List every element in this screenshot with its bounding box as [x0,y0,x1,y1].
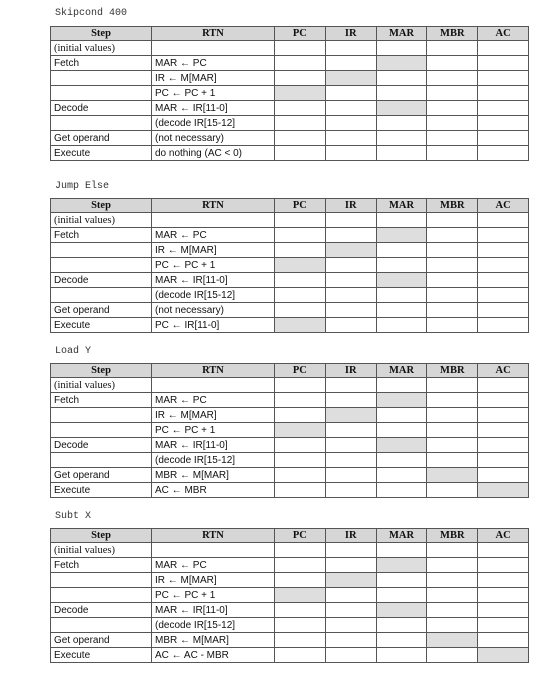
register-cell-ac[interactable] [478,71,529,86]
step-cell: (initial values) [51,213,152,228]
rtn-cell: PC ← PC + 1 [152,86,275,101]
register-cell-ac[interactable] [478,303,529,318]
table-row [51,86,529,101]
register-cell-ac[interactable] [478,101,529,116]
step-cell: Execute [51,318,152,333]
rtn-cell [152,378,275,393]
register-cell-mar[interactable] [376,56,427,71]
rtn-table [50,363,529,498]
table-row [51,146,529,161]
register-cell-ac[interactable] [478,423,529,438]
register-cell-pc[interactable] [275,288,326,303]
table-row [51,258,529,273]
step-cell [51,423,152,438]
register-cell-mbr[interactable] [427,453,478,468]
table-row [51,228,529,243]
register-cell-ac[interactable] [478,603,529,618]
header-row [51,364,529,378]
register-cell-pc[interactable] [275,378,326,393]
register-cell-pc[interactable] [275,213,326,228]
register-cell-ac[interactable] [478,243,529,258]
register-cell-mar[interactable] [376,393,427,408]
rtn-cell: PC ← IR[11-0] [152,318,275,333]
register-cell-ir[interactable] [325,228,376,243]
register-cell-pc[interactable] [275,318,326,333]
step-cell [51,288,152,303]
table-row [51,288,529,303]
step-cell [51,573,152,588]
column-header-pc: PC [275,529,326,543]
column-header-step: Step [51,529,152,543]
rtn-cell: MAR ← IR[11-0] [152,273,275,288]
register-cell-mar[interactable] [376,588,427,603]
step-cell: Fetch [51,393,152,408]
rtn-cell: (decode IR[15-12] [152,116,275,131]
register-cell-ac[interactable] [478,378,529,393]
register-cell-mbr[interactable] [427,648,478,663]
register-cell-ac[interactable] [478,131,529,146]
register-cell-mar[interactable] [376,318,427,333]
step-cell: (initial values) [51,378,152,393]
column-header-mar: MAR [376,199,427,213]
register-cell-pc[interactable] [275,543,326,558]
register-cell-ir[interactable] [325,56,376,71]
register-cell-ir[interactable] [325,131,376,146]
header-row [51,529,529,543]
step-cell: Get operand [51,633,152,648]
register-cell-mbr[interactable] [427,423,478,438]
rtn-cell: (decode IR[15-12] [152,288,275,303]
register-cell-mbr[interactable] [427,573,478,588]
register-cell-pc[interactable] [275,228,326,243]
register-cell-mbr[interactable] [427,146,478,161]
step-cell: Decode [51,273,152,288]
column-header-ac: AC [478,364,529,378]
register-cell-ac[interactable] [478,393,529,408]
register-cell-ac[interactable] [478,258,529,273]
register-cell-ac[interactable] [478,453,529,468]
register-cell-mar[interactable] [376,131,427,146]
table-row [51,378,529,393]
register-cell-mar[interactable] [376,543,427,558]
register-cell-ac[interactable] [478,558,529,573]
rtn-cell: MAR ← IR[11-0] [152,603,275,618]
rtn-cell: IR ← M[MAR] [152,408,275,423]
register-cell-mar[interactable] [376,483,427,498]
rtn-cell: MAR ← PC [152,228,275,243]
register-cell-ir[interactable] [325,543,376,558]
column-header-pc: PC [275,364,326,378]
register-cell-mar[interactable] [376,213,427,228]
register-cell-mbr[interactable] [427,558,478,573]
register-cell-ir[interactable] [325,146,376,161]
register-cell-pc[interactable] [275,71,326,86]
rtn-table [50,26,529,161]
register-cell-pc[interactable] [275,453,326,468]
step-cell [51,86,152,101]
rtn-cell: (decode IR[15-12] [152,618,275,633]
table-row [51,56,529,71]
step-cell: Decode [51,101,152,116]
step-cell: Get operand [51,131,152,146]
register-cell-mar[interactable] [376,116,427,131]
register-cell-pc[interactable] [275,468,326,483]
table-row [51,131,529,146]
register-cell-mbr[interactable] [427,303,478,318]
rtn-cell: AC ← AC - MBR [152,648,275,663]
register-cell-mar[interactable] [376,633,427,648]
column-header-rtn: RTN [152,364,275,378]
register-cell-ir[interactable] [325,258,376,273]
table-row [51,273,529,288]
register-cell-mar[interactable] [376,228,427,243]
register-cell-pc[interactable] [275,588,326,603]
register-cell-mbr[interactable] [427,243,478,258]
rtn-cell: IR ← M[MAR] [152,71,275,86]
register-cell-pc[interactable] [275,116,326,131]
register-cell-mbr[interactable] [427,633,478,648]
register-cell-mar[interactable] [376,648,427,663]
register-cell-mar[interactable] [376,243,427,258]
register-cell-ac[interactable] [478,648,529,663]
column-header-rtn: RTN [152,27,275,41]
register-cell-ir[interactable] [325,41,376,56]
register-cell-mbr[interactable] [427,228,478,243]
rtn-cell: AC ← MBR [152,483,275,498]
column-header-ir: IR [325,199,376,213]
column-header-ac: AC [478,199,529,213]
register-cell-ac[interactable] [478,86,529,101]
register-cell-pc[interactable] [275,573,326,588]
register-cell-pc[interactable] [275,303,326,318]
rtn-cell: IR ← M[MAR] [152,243,275,258]
register-cell-ir[interactable] [325,453,376,468]
register-cell-mar[interactable] [376,618,427,633]
register-cell-mar[interactable] [376,273,427,288]
register-cell-mar[interactable] [376,303,427,318]
register-cell-mbr[interactable] [427,71,478,86]
rtn-cell [152,543,275,558]
register-cell-mbr[interactable] [427,101,478,116]
table-row [51,603,529,618]
register-cell-ac[interactable] [478,468,529,483]
register-cell-ir[interactable] [325,648,376,663]
table-row [51,41,529,56]
step-cell: Fetch [51,228,152,243]
register-cell-mar[interactable] [376,423,427,438]
register-cell-mar[interactable] [376,438,427,453]
register-cell-ac[interactable] [478,116,529,131]
register-cell-ac[interactable] [478,633,529,648]
register-cell-mar[interactable] [376,558,427,573]
table-row [51,101,529,116]
step-cell: Execute [51,648,152,663]
register-cell-mar[interactable] [376,378,427,393]
column-header-mbr: MBR [427,199,478,213]
register-cell-ac[interactable] [478,573,529,588]
step-cell [51,618,152,633]
register-cell-ir[interactable] [325,288,376,303]
register-cell-pc[interactable] [275,146,326,161]
column-header-mbr: MBR [427,529,478,543]
register-cell-mbr[interactable] [427,408,478,423]
register-cell-pc[interactable] [275,86,326,101]
section-title: Jump Else [55,181,110,192]
register-cell-ir[interactable] [325,558,376,573]
register-cell-ac[interactable] [478,288,529,303]
step-cell [51,71,152,86]
column-header-ir: IR [325,529,376,543]
column-header-ac: AC [478,529,529,543]
register-cell-pc[interactable] [275,438,326,453]
register-cell-mar[interactable] [376,41,427,56]
table-row [51,116,529,131]
column-header-step: Step [51,364,152,378]
register-cell-mbr[interactable] [427,258,478,273]
table-row [51,618,529,633]
table-row [51,408,529,423]
step-cell: Decode [51,603,152,618]
register-cell-mbr[interactable] [427,543,478,558]
section-title: Skipcond 400 [55,8,128,19]
register-cell-ir[interactable] [325,468,376,483]
rtn-cell [152,41,275,56]
step-cell [51,588,152,603]
register-cell-mbr[interactable] [427,318,478,333]
table-row [51,438,529,453]
column-header-rtn: RTN [152,529,275,543]
register-cell-mar[interactable] [376,86,427,101]
register-cell-mbr[interactable] [427,56,478,71]
register-cell-ir[interactable] [325,86,376,101]
register-cell-ir[interactable] [325,408,376,423]
step-cell [51,453,152,468]
register-cell-mar[interactable] [376,71,427,86]
step-cell: Get operand [51,303,152,318]
register-cell-ir[interactable] [325,618,376,633]
table-row [51,453,529,468]
register-cell-pc[interactable] [275,603,326,618]
table-row [51,213,529,228]
register-cell-mar[interactable] [376,408,427,423]
register-cell-ac[interactable] [478,41,529,56]
step-cell: Fetch [51,56,152,71]
register-cell-mbr[interactable] [427,438,478,453]
register-cell-mbr[interactable] [427,288,478,303]
register-cell-ac[interactable] [478,618,529,633]
register-cell-ir[interactable] [325,573,376,588]
register-cell-mar[interactable] [376,468,427,483]
table-row [51,468,529,483]
table-row [51,303,529,318]
table-row [51,543,529,558]
rtn-cell: MAR ← PC [152,393,275,408]
register-cell-ac[interactable] [478,56,529,71]
rtn-cell: do nothing (AC < 0) [152,146,275,161]
column-header-mar: MAR [376,529,427,543]
register-cell-mar[interactable] [376,101,427,116]
register-cell-pc[interactable] [275,633,326,648]
column-header-pc: PC [275,199,326,213]
section-title: Load Y [55,346,92,357]
register-cell-ac[interactable] [478,588,529,603]
register-cell-mbr[interactable] [427,41,478,56]
table-row [51,483,529,498]
table-row [51,423,529,438]
register-cell-pc[interactable] [275,258,326,273]
register-cell-ac[interactable] [478,228,529,243]
register-cell-ac[interactable] [478,408,529,423]
register-cell-mar[interactable] [376,603,427,618]
rtn-cell: (decode IR[15-12] [152,453,275,468]
register-cell-ir[interactable] [325,243,376,258]
register-cell-ir[interactable] [325,603,376,618]
rtn-cell: IR ← M[MAR] [152,573,275,588]
register-cell-pc[interactable] [275,41,326,56]
column-header-ac: AC [478,27,529,41]
rtn-cell [152,213,275,228]
column-header-mbr: MBR [427,27,478,41]
register-cell-pc[interactable] [275,408,326,423]
register-cell-pc[interactable] [275,423,326,438]
register-cell-ir[interactable] [325,378,376,393]
table-row [51,588,529,603]
column-header-mar: MAR [376,27,427,41]
register-cell-mbr[interactable] [427,378,478,393]
step-cell: Decode [51,438,152,453]
table-row [51,558,529,573]
register-cell-mbr[interactable] [427,468,478,483]
register-cell-pc[interactable] [275,618,326,633]
register-cell-ir[interactable] [325,393,376,408]
register-cell-pc[interactable] [275,131,326,146]
register-cell-ac[interactable] [478,438,529,453]
register-cell-ir[interactable] [325,423,376,438]
step-cell: (initial values) [51,543,152,558]
register-cell-pc[interactable] [275,393,326,408]
section-title: Subt X [55,511,92,522]
register-cell-mbr[interactable] [427,273,478,288]
rtn-cell: (not necessary) [152,303,275,318]
register-cell-ir[interactable] [325,588,376,603]
step-cell [51,408,152,423]
register-cell-mar[interactable] [376,288,427,303]
table-row [51,243,529,258]
register-cell-mbr[interactable] [427,116,478,131]
register-cell-pc[interactable] [275,273,326,288]
header-row [51,199,529,213]
step-cell [51,116,152,131]
table-row [51,648,529,663]
register-cell-mbr[interactable] [427,603,478,618]
register-cell-pc[interactable] [275,101,326,116]
register-cell-ir[interactable] [325,318,376,333]
register-cell-mbr[interactable] [427,588,478,603]
register-cell-ir[interactable] [325,101,376,116]
column-header-mbr: MBR [427,364,478,378]
rtn-cell: (not necessary) [152,131,275,146]
rtn-table [50,198,529,333]
register-cell-ir[interactable] [325,438,376,453]
table-row [51,633,529,648]
table-row [51,71,529,86]
rtn-cell: MAR ← PC [152,56,275,71]
step-cell [51,258,152,273]
rtn-cell: MBR ← M[MAR] [152,633,275,648]
register-cell-mar[interactable] [376,258,427,273]
register-cell-ac[interactable] [478,273,529,288]
rtn-cell: PC ← PC + 1 [152,423,275,438]
column-header-ir: IR [325,364,376,378]
register-cell-ir[interactable] [325,633,376,648]
register-cell-mar[interactable] [376,146,427,161]
register-cell-ac[interactable] [478,213,529,228]
step-cell: Fetch [51,558,152,573]
register-cell-ir[interactable] [325,483,376,498]
step-cell [51,243,152,258]
register-cell-ir[interactable] [325,273,376,288]
table-row [51,318,529,333]
register-cell-mar[interactable] [376,573,427,588]
register-cell-ac[interactable] [478,543,529,558]
register-cell-mbr[interactable] [427,483,478,498]
register-cell-pc[interactable] [275,648,326,663]
column-header-ir: IR [325,27,376,41]
rtn-cell: MAR ← PC [152,558,275,573]
rtn-cell: PC ← PC + 1 [152,258,275,273]
register-cell-pc[interactable] [275,558,326,573]
column-header-rtn: RTN [152,199,275,213]
register-cell-pc[interactable] [275,483,326,498]
column-header-step: Step [51,199,152,213]
column-header-step: Step [51,27,152,41]
step-cell: (initial values) [51,41,152,56]
register-cell-pc[interactable] [275,243,326,258]
register-cell-mbr[interactable] [427,393,478,408]
step-cell: Get operand [51,468,152,483]
column-header-pc: PC [275,27,326,41]
register-cell-ac[interactable] [478,318,529,333]
register-cell-ir[interactable] [325,303,376,318]
register-cell-ir[interactable] [325,213,376,228]
rtn-cell: PC ← PC + 1 [152,588,275,603]
rtn-cell: MBR ← M[MAR] [152,468,275,483]
step-cell: Execute [51,483,152,498]
register-cell-ac[interactable] [478,146,529,161]
table-row [51,393,529,408]
register-cell-ir[interactable] [325,116,376,131]
register-cell-mar[interactable] [376,453,427,468]
register-cell-mbr[interactable] [427,213,478,228]
register-cell-ac[interactable] [478,483,529,498]
rtn-cell: MAR ← IR[11-0] [152,101,275,116]
register-cell-mbr[interactable] [427,131,478,146]
rtn-table [50,528,529,663]
register-cell-mbr[interactable] [427,618,478,633]
register-cell-ir[interactable] [325,71,376,86]
header-row [51,27,529,41]
rtn-cell: MAR ← IR[11-0] [152,438,275,453]
column-header-mar: MAR [376,364,427,378]
register-cell-pc[interactable] [275,56,326,71]
step-cell: Execute [51,146,152,161]
register-cell-mbr[interactable] [427,86,478,101]
table-row [51,573,529,588]
